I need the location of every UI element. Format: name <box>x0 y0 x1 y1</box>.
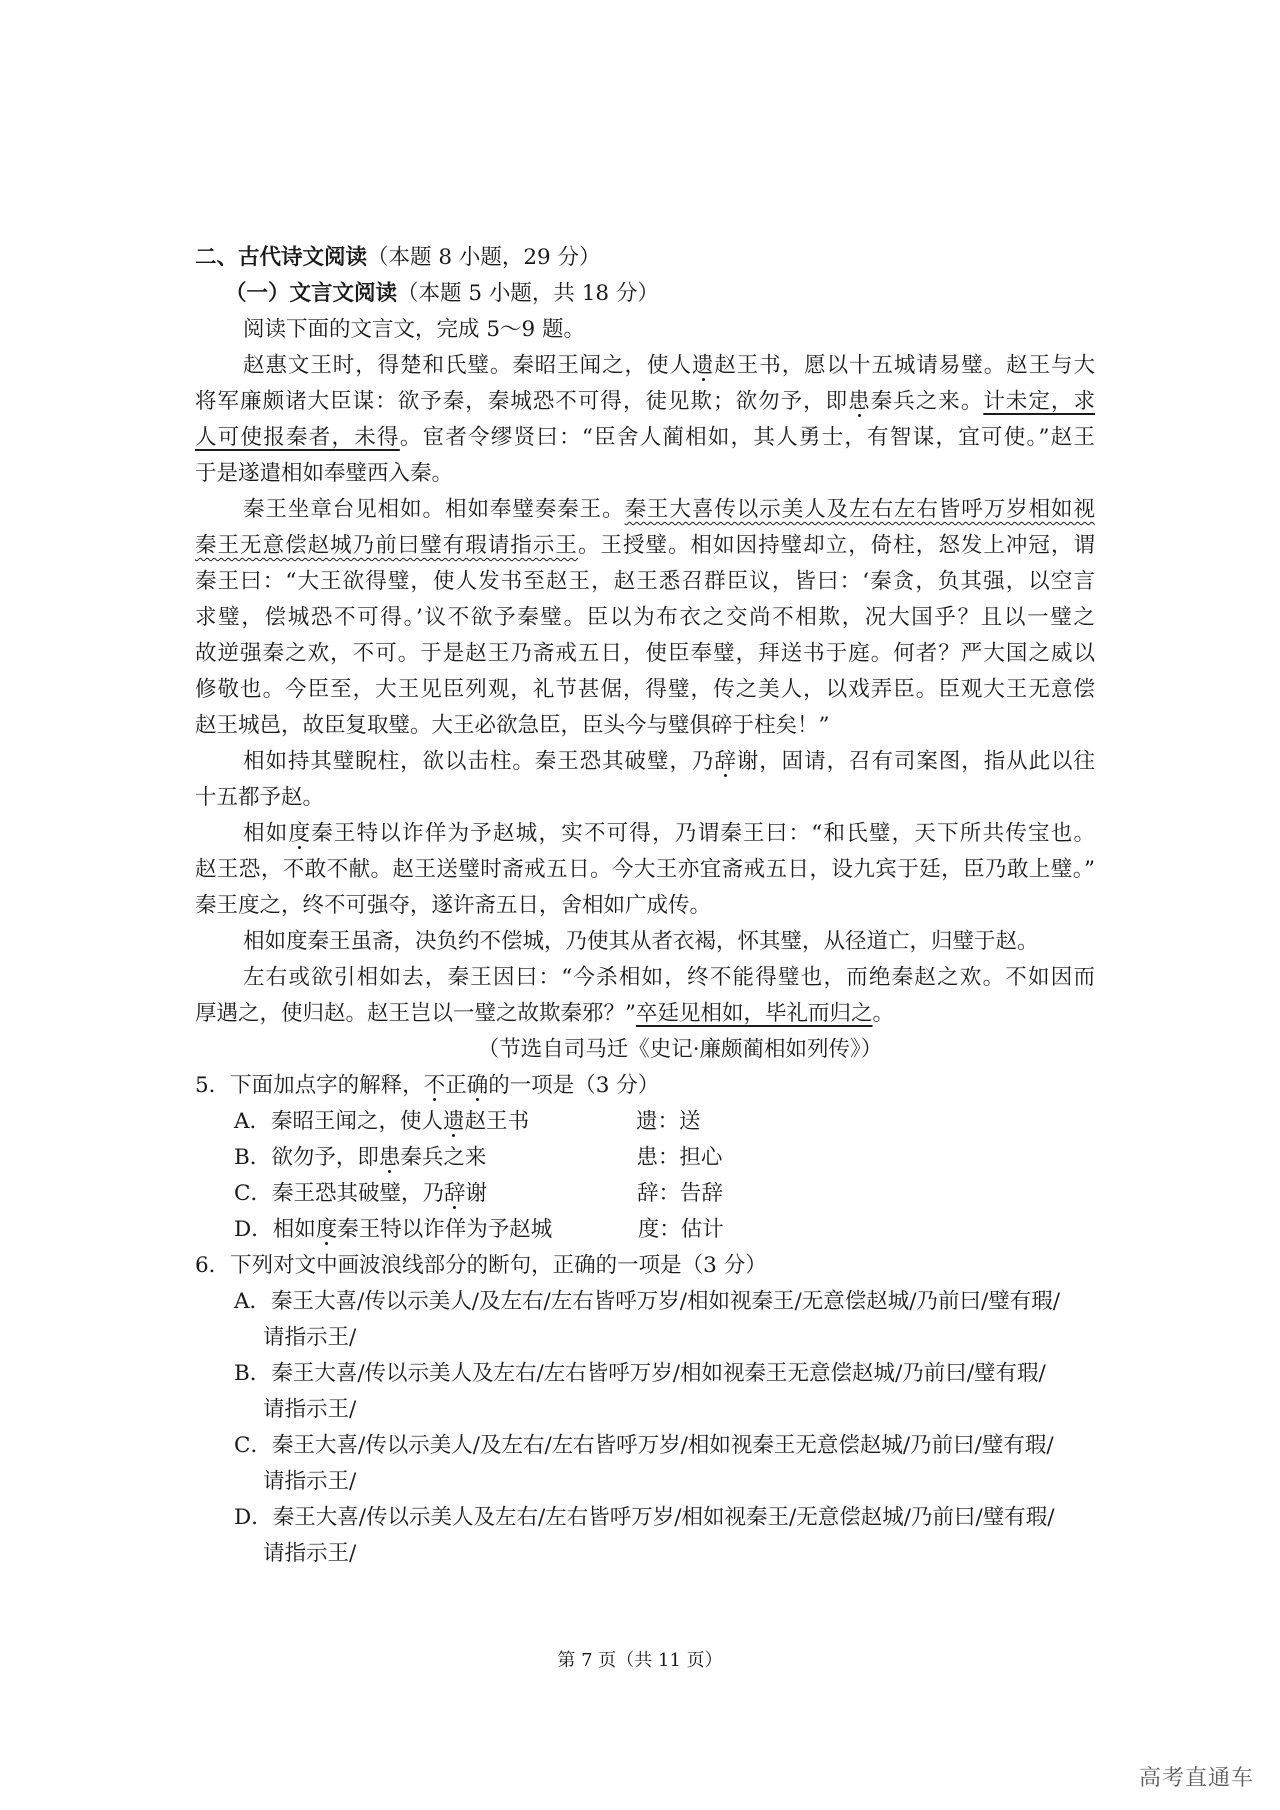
text: 正 <box>445 1073 467 1098</box>
option-label: B． <box>234 1361 272 1386</box>
passage-line: 左右或欲引相如去，秦王因曰：“今杀相如，终不能得璧也，而绝秦赵之欢。不如因而 <box>243 965 1095 990</box>
passage-line: 修敬也。今臣至，大王见臣列观，礼节甚倨，得璧，传之美人，以戏弄臣。臣观大王无意偿 <box>195 677 1095 702</box>
q6-option-b <box>234 1356 1134 1392</box>
passage-line <box>243 816 1095 852</box>
q5-option-b <box>234 1140 1134 1176</box>
wavy-underlined-text: 秦王无意偿赵城乃前曰璧有瑕请指示王 <box>195 533 578 558</box>
text: 5．下面加点字的解释， <box>195 1073 424 1098</box>
instruction: 阅读下面的文言文，完成 5～9 题。 <box>243 317 586 342</box>
text: 相如 <box>243 821 289 846</box>
option-label: B． <box>234 1145 272 1170</box>
section-title: 二、古代诗文阅读 <box>195 245 368 270</box>
text: 秦王恐其破璧，乃 <box>271 1181 444 1206</box>
text: 相如持其璧睨柱，欲以击柱。秦王恐其破璧，乃 <box>243 749 715 774</box>
text: 秦兵之来。 <box>870 389 984 414</box>
passage-line <box>195 420 1095 456</box>
passage-line: 故逆强秦之欢，不可。于是赵王乃斋戒五日，使臣奉璧，拜送书于庭。何者？严大国之威以 <box>195 641 1095 666</box>
option-gloss: 遗：送 <box>636 1109 701 1134</box>
subsection-heading <box>225 276 1125 312</box>
passage-line: 于是遂遣相如奉璧西入秦。 <box>195 461 454 486</box>
text: 相如 <box>272 1217 316 1242</box>
underlined-text: 计未定，求 <box>983 389 1095 414</box>
q5-stem <box>195 1068 1095 1104</box>
dotted-char: 辞 <box>443 1181 466 1206</box>
option-label: A． <box>234 1109 272 1134</box>
option-label: C． <box>234 1433 272 1458</box>
passage-line <box>195 996 1095 1032</box>
text: 。 <box>872 1001 895 1026</box>
q5-option-d <box>234 1212 1134 1248</box>
dotted-char: 患 <box>378 1145 401 1170</box>
q6-option-c-cont: 请指示王/ <box>263 1469 357 1494</box>
wavy-underlined-text: 秦王大喜传以示美人及左右左右皆呼万岁相如视 <box>624 497 1095 522</box>
text: 。王授璧。相如因持璧却立，倚柱，怒发上冲冠，谓 <box>577 533 1095 558</box>
q6-option-b-cont: 请指示王/ <box>263 1397 357 1422</box>
option-label: D． <box>234 1505 273 1530</box>
section-note: （本题 8 小题，29 分） <box>367 245 601 270</box>
passage-line: 秦王曰：“大王欲得璧，使人发书至赵王，赵王悉召群臣议，皆曰：‘秦贪，负其强，以空言 <box>195 569 1095 594</box>
text: 秦兵之来 <box>400 1145 487 1170</box>
option-gloss: 患：担心 <box>636 1145 723 1170</box>
q5-option-a <box>234 1104 1134 1140</box>
text: 厚遇之，使归赵。赵王岂以一璧之故欺秦邪？” <box>195 1001 636 1026</box>
text: 秦昭王闻之，使人 <box>271 1109 444 1134</box>
page-number: 第 7 页（共 11 页） <box>557 1650 723 1671</box>
q6-option-c <box>234 1428 1134 1464</box>
option-text: 秦王大喜/传以示美人及左右/左右皆呼万岁/相如视秦王无意偿赵城/乃前曰/璧有瑕/ <box>271 1361 1046 1386</box>
dotted-char: 遗 <box>691 353 715 378</box>
q6-option-d-cont: 请指示王/ <box>263 1541 357 1566</box>
option-text: 秦王大喜/传以示美人/及左右/左右皆呼万岁/相如视秦王/无意偿赵城/乃前曰/璧有瑕/ <box>271 1289 1060 1314</box>
passage-line: 相如度秦王虽斋，决负约不偿城，乃使其从者衣褐，怀其璧，从径道亡，归璧于赵。 <box>243 929 1039 954</box>
text: 赵王书，愿以十五城请易璧。赵王与大 <box>714 353 1095 378</box>
text: 谢 <box>465 1181 487 1206</box>
text: 谢，固请，召有司案图，指从此以往 <box>736 749 1095 774</box>
passage-line: 赵王城邑，故臣复取璧。大王必欲急臣，臣头今与璧俱碎于柱矣！” <box>195 713 830 738</box>
text: 秦王坐章台见相如。相如奉璧奏秦王。 <box>243 497 625 522</box>
text: 将军廉颇诸大臣谋：欲予秦，秦城恐不可得，徒见欺；欲勿予，即 <box>195 389 849 414</box>
text: 秦王特以诈佯为予赵城，实不可得，乃谓秦王曰：“和氏璧，天下所共传宝也。 <box>311 821 1095 846</box>
option-gloss: 度：估计 <box>637 1217 724 1242</box>
subsection-note: （本题 5 小题，共 18 分） <box>397 281 659 306</box>
passage-line: 赵王恐，不敢不献。赵王送璧时斋戒五日。今大王亦宜斋戒五日，设九宾于廷，臣乃敢上璧。” <box>195 857 1095 882</box>
passage-line <box>243 348 1095 384</box>
option-text: 秦王大喜/传以示美人/及左右/左右皆呼万岁/相如视秦王无意偿赵城/乃前曰/璧有瑕/ <box>271 1433 1054 1458</box>
dotted-char: 辞 <box>714 749 737 774</box>
dotted-char: 度 <box>315 1217 338 1242</box>
passage-line <box>243 744 1095 780</box>
q6-option-a-cont: 请指示王/ <box>263 1325 357 1350</box>
passage-line: 十五都予赵。 <box>195 785 325 810</box>
dotted-char: 确 <box>466 1073 489 1098</box>
text: 赵惠文王时，得楚和氏璧。秦昭王闻之，使人 <box>243 353 692 378</box>
option-label: A． <box>234 1289 272 1314</box>
dotted-char: 度 <box>288 821 312 846</box>
text: 的一项是（3 分） <box>488 1073 660 1098</box>
text: 。宦者令缪贤曰：“臣舍人蔺相如，其人勇士，有智谋，宜可使。”赵王 <box>399 425 1095 450</box>
q5-option-c <box>234 1176 1134 1212</box>
option-gloss: 辞：告辞 <box>636 1181 723 1206</box>
dotted-char: 患 <box>848 389 871 414</box>
dotted-char: 不 <box>423 1073 446 1098</box>
text: 赵王书 <box>464 1109 530 1134</box>
underlined-text: 卒廷见相如，毕礼而归之 <box>636 1001 873 1026</box>
passage-line: 秦王度之，终不可强夺，遂许斋五日，舍相如广成传。 <box>195 893 712 918</box>
option-label: D． <box>234 1217 273 1242</box>
subsection-title: （一）文言文阅读 <box>225 281 398 306</box>
text: 秦王特以诈佯为予赵城 <box>337 1217 553 1242</box>
text: 欲勿予，即 <box>271 1145 379 1170</box>
passage-line <box>195 528 1095 564</box>
option-label: C． <box>234 1181 272 1206</box>
passage-source: （节选自司马迁《史记·廉颇蔺相如列传》） <box>477 1037 883 1062</box>
q6-stem: 6．下列对文中画波浪线部分的断句，正确的一项是（3 分） <box>195 1253 767 1278</box>
passage-line <box>195 384 1095 420</box>
q6-option-d <box>234 1500 1134 1536</box>
dotted-char: 遗 <box>443 1109 465 1134</box>
watermark: 高考直通车 <box>1138 1766 1254 1791</box>
passage-line <box>243 492 1095 528</box>
passage-line: 求璧，偿城恐不可得。’议不欲予秦璧。臣以为布衣之交尚不相欺，况大国乎？且以一璧之 <box>195 605 1095 630</box>
underlined-text: 人可使报秦者，未得 <box>195 425 400 450</box>
option-text: 秦王大喜/传以示美人及左右/左右皆呼万岁/相如视秦王/无意偿赵城/乃前曰/璧有瑕/ <box>272 1505 1055 1530</box>
q6-option-a <box>234 1284 1134 1320</box>
section-heading <box>195 240 1095 276</box>
